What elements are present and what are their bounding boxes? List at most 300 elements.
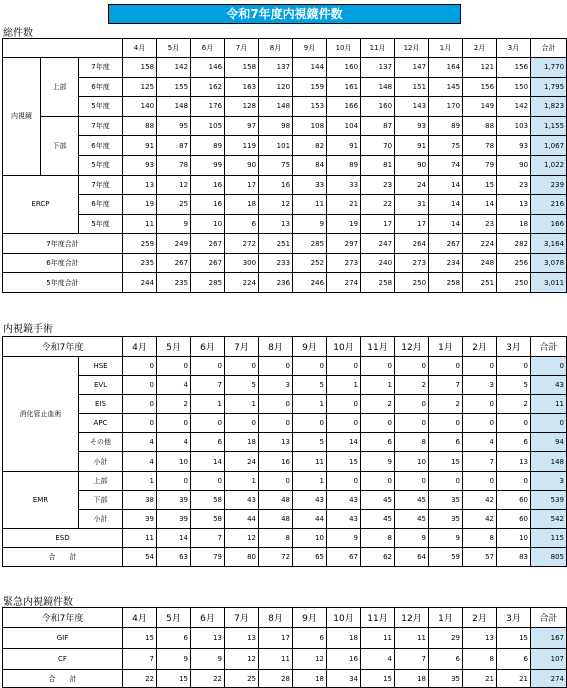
- value-cell: 23: [361, 175, 395, 195]
- total-cell: 11: [531, 395, 567, 414]
- value-cell: 90: [497, 155, 531, 175]
- value-cell: 29: [429, 628, 463, 649]
- value-cell: 57: [463, 547, 497, 566]
- value-cell: 18: [497, 214, 531, 234]
- table-row: [3, 175, 567, 195]
- value-cell: 16: [191, 175, 225, 195]
- value-cell: 5: [293, 433, 327, 452]
- month-header: 8月: [259, 337, 293, 357]
- value-cell: 274: [327, 273, 361, 293]
- month-header: 4月: [123, 337, 157, 357]
- value-cell: 155: [157, 77, 191, 97]
- value-cell: 21: [327, 195, 361, 215]
- value-cell: 9: [191, 649, 225, 670]
- value-cell: 13: [497, 195, 531, 215]
- value-cell: 8: [463, 528, 497, 547]
- value-cell: 21: [463, 670, 497, 688]
- value-cell: 89: [429, 116, 463, 136]
- value-cell: 14: [429, 175, 463, 195]
- value-cell: 147: [395, 58, 429, 78]
- month-header: 3月: [497, 608, 531, 628]
- value-cell: 159: [293, 77, 327, 97]
- total-cell: 107: [531, 649, 567, 670]
- value-cell: 6: [429, 649, 463, 670]
- value-cell: 12: [157, 175, 191, 195]
- value-cell: 125: [123, 77, 157, 97]
- value-cell: 1: [293, 395, 327, 414]
- value-cell: 146: [191, 58, 225, 78]
- value-cell: 70: [361, 136, 395, 156]
- value-cell: 35: [429, 490, 463, 509]
- value-cell: 0: [293, 357, 327, 376]
- value-cell: 151: [395, 77, 429, 97]
- value-cell: 148: [361, 77, 395, 97]
- total-cell: 3: [531, 471, 567, 490]
- value-cell: 0: [361, 357, 395, 376]
- value-cell: 9: [293, 214, 327, 234]
- value-cell: 164: [429, 58, 463, 78]
- value-cell: 2: [361, 395, 395, 414]
- value-cell: 7: [463, 452, 497, 471]
- value-cell: 79: [191, 547, 225, 566]
- value-cell: 0: [225, 414, 259, 433]
- value-cell: 0: [395, 414, 429, 433]
- value-cell: 104: [327, 116, 361, 136]
- month-header: 2月: [463, 39, 497, 58]
- value-cell: 78: [157, 155, 191, 175]
- month-header: 6月: [191, 39, 225, 58]
- value-cell: 21: [497, 670, 531, 688]
- total-cell: 167: [531, 628, 567, 649]
- month-header: 9月: [293, 39, 327, 58]
- value-cell: 0: [259, 471, 293, 490]
- value-cell: 17: [361, 214, 395, 234]
- total-cell: 216: [531, 195, 567, 215]
- group-label: ERCP: [3, 175, 79, 234]
- value-cell: 78: [463, 136, 497, 156]
- value-cell: 0: [327, 414, 361, 433]
- year-label: 7年度: [79, 116, 123, 136]
- total-cell: 94: [531, 433, 567, 452]
- month-header: 7月: [225, 608, 259, 628]
- value-cell: 4: [361, 649, 395, 670]
- value-cell: 0: [123, 376, 157, 395]
- value-cell: 251: [463, 273, 497, 293]
- value-cell: 4: [123, 433, 157, 452]
- value-cell: 87: [157, 136, 191, 156]
- value-cell: 75: [429, 136, 463, 156]
- year-label: 5年度: [79, 214, 123, 234]
- value-cell: 28: [259, 670, 293, 688]
- value-cell: 158: [123, 58, 157, 78]
- value-cell: 12: [259, 195, 293, 215]
- value-cell: 5: [497, 376, 531, 395]
- value-cell: 145: [429, 77, 463, 97]
- value-cell: 23: [497, 175, 531, 195]
- value-cell: 80: [225, 547, 259, 566]
- value-cell: 1: [225, 471, 259, 490]
- table-row: [3, 97, 567, 117]
- value-cell: 15: [463, 175, 497, 195]
- value-cell: 65: [293, 547, 327, 566]
- section-emergency-heading: 緊急内視鏡件数: [3, 597, 73, 608]
- month-header: 5月: [157, 39, 191, 58]
- value-cell: 72: [259, 547, 293, 566]
- month-header: 8月: [259, 39, 293, 58]
- value-cell: 142: [157, 58, 191, 78]
- month-header: 12月: [395, 39, 429, 58]
- value-cell: 13: [497, 452, 531, 471]
- value-cell: 267: [429, 234, 463, 254]
- value-cell: 90: [395, 155, 429, 175]
- value-cell: 91: [123, 136, 157, 156]
- value-cell: 82: [293, 136, 327, 156]
- item-label: GIF: [3, 628, 123, 649]
- page-title: 令和7年度内視鏡件数: [108, 4, 461, 24]
- value-cell: 99: [191, 155, 225, 175]
- section-total-heading: 総件数: [3, 28, 33, 39]
- value-cell: 6: [497, 649, 531, 670]
- group-label: 内視鏡: [3, 58, 41, 176]
- value-cell: 0: [463, 395, 497, 414]
- table-row: [3, 58, 567, 78]
- value-cell: 19: [123, 195, 157, 215]
- table-row: [3, 136, 567, 156]
- year-label: 7年度: [79, 175, 123, 195]
- value-cell: 13: [191, 628, 225, 649]
- value-cell: 93: [497, 136, 531, 156]
- value-cell: 15: [327, 452, 361, 471]
- item-label: 小計: [79, 509, 123, 528]
- value-cell: 88: [463, 116, 497, 136]
- value-cell: 12: [225, 528, 259, 547]
- total-cell: 0: [531, 357, 567, 376]
- value-cell: 143: [395, 97, 429, 117]
- value-cell: 45: [361, 509, 395, 528]
- value-cell: 10: [191, 214, 225, 234]
- value-cell: 81: [361, 155, 395, 175]
- subgroup-label: 上部: [41, 58, 79, 117]
- value-cell: 0: [157, 414, 191, 433]
- value-cell: 273: [395, 253, 429, 273]
- value-cell: 91: [327, 136, 361, 156]
- value-cell: 0: [395, 395, 429, 414]
- surgery-table: [2, 336, 567, 567]
- value-cell: 12: [225, 649, 259, 670]
- value-cell: 11: [293, 452, 327, 471]
- value-cell: 13: [123, 175, 157, 195]
- value-cell: 31: [395, 195, 429, 215]
- section-surgery-heading: 内視鏡手術: [3, 324, 53, 335]
- value-cell: 156: [497, 58, 531, 78]
- total-cell: 166: [531, 214, 567, 234]
- sum-label: 5年度合計: [3, 273, 123, 293]
- total-cell: 1,823: [531, 97, 567, 117]
- month-header: 3月: [497, 337, 531, 357]
- total-cell: 3,011: [531, 273, 567, 293]
- month-header: 1月: [429, 39, 463, 58]
- value-cell: 121: [463, 58, 497, 78]
- value-cell: 285: [191, 273, 225, 293]
- value-cell: 44: [225, 509, 259, 528]
- value-cell: 14: [157, 528, 191, 547]
- value-cell: 18: [225, 195, 259, 215]
- value-cell: 8: [463, 649, 497, 670]
- year-label: 5年度: [79, 97, 123, 117]
- value-cell: 14: [429, 214, 463, 234]
- value-cell: 119: [225, 136, 259, 156]
- month-header: 3月: [497, 39, 531, 58]
- value-cell: 160: [327, 58, 361, 78]
- value-cell: 87: [361, 116, 395, 136]
- value-cell: 0: [361, 414, 395, 433]
- group-label: 消化管止血術: [3, 357, 79, 472]
- value-cell: 0: [191, 414, 225, 433]
- value-cell: 297: [327, 234, 361, 254]
- value-cell: 22: [361, 195, 395, 215]
- value-cell: 250: [497, 273, 531, 293]
- total-cell: 115: [531, 528, 567, 547]
- table-row: [3, 39, 567, 58]
- total-cases-table: [2, 38, 567, 293]
- value-cell: 74: [429, 155, 463, 175]
- value-cell: 0: [259, 414, 293, 433]
- value-cell: 0: [157, 357, 191, 376]
- value-cell: 7: [429, 376, 463, 395]
- total-cell: 1,795: [531, 77, 567, 97]
- value-cell: 267: [191, 253, 225, 273]
- value-cell: 282: [497, 234, 531, 254]
- value-cell: 17: [395, 214, 429, 234]
- value-cell: 0: [123, 395, 157, 414]
- value-cell: 0: [361, 471, 395, 490]
- value-cell: 97: [225, 116, 259, 136]
- value-cell: 5: [293, 376, 327, 395]
- value-cell: 15: [157, 670, 191, 688]
- value-cell: 170: [429, 97, 463, 117]
- sum-label: 7年度合計: [3, 234, 123, 254]
- value-cell: 285: [293, 234, 327, 254]
- table-row: [3, 214, 567, 234]
- value-cell: 247: [361, 234, 395, 254]
- table-row: [3, 608, 567, 628]
- value-cell: 156: [463, 77, 497, 97]
- value-cell: 48: [259, 490, 293, 509]
- month-header: 6月: [191, 608, 225, 628]
- month-header: 2月: [463, 337, 497, 357]
- value-cell: 249: [157, 234, 191, 254]
- value-cell: 7: [191, 528, 225, 547]
- value-cell: 234: [429, 253, 463, 273]
- year-label: 7年度: [79, 58, 123, 78]
- value-cell: 60: [497, 509, 531, 528]
- value-cell: 2: [395, 376, 429, 395]
- value-cell: 16: [259, 452, 293, 471]
- value-cell: 33: [327, 175, 361, 195]
- value-cell: 161: [327, 77, 361, 97]
- value-cell: 59: [429, 547, 463, 566]
- value-cell: 248: [463, 253, 497, 273]
- value-cell: 12: [293, 649, 327, 670]
- value-cell: 62: [361, 547, 395, 566]
- value-cell: 24: [225, 452, 259, 471]
- item-label: APC: [79, 414, 123, 433]
- value-cell: 0: [395, 471, 429, 490]
- value-cell: 233: [259, 253, 293, 273]
- value-cell: 16: [191, 195, 225, 215]
- item-label: 小計: [79, 452, 123, 471]
- value-cell: 9: [395, 528, 429, 547]
- value-cell: 13: [259, 214, 293, 234]
- month-header: 10月: [327, 337, 361, 357]
- value-cell: 4: [157, 433, 191, 452]
- value-cell: 58: [191, 490, 225, 509]
- value-cell: 33: [293, 175, 327, 195]
- value-cell: 54: [123, 547, 157, 566]
- value-cell: 35: [429, 509, 463, 528]
- total-cell: 3,164: [531, 234, 567, 254]
- value-cell: 19: [327, 214, 361, 234]
- total-cell: 1,067: [531, 136, 567, 156]
- value-cell: 6: [225, 214, 259, 234]
- year-label: 5年度: [79, 155, 123, 175]
- table-row: [3, 357, 567, 376]
- value-cell: 160: [361, 97, 395, 117]
- value-cell: 14: [327, 433, 361, 452]
- value-cell: 43: [327, 509, 361, 528]
- value-cell: 3: [259, 376, 293, 395]
- value-cell: 176: [191, 97, 225, 117]
- value-cell: 18: [293, 670, 327, 688]
- value-cell: 0: [191, 357, 225, 376]
- value-cell: 7: [191, 376, 225, 395]
- value-cell: 15: [361, 670, 395, 688]
- month-header: 4月: [123, 608, 157, 628]
- value-cell: 258: [429, 273, 463, 293]
- value-cell: 6: [497, 433, 531, 452]
- month-header: 4月: [123, 39, 157, 58]
- value-cell: 6: [293, 628, 327, 649]
- table-row: [3, 155, 567, 175]
- table-row: [3, 234, 567, 254]
- esd-label: ESD: [3, 528, 123, 547]
- value-cell: 300: [225, 253, 259, 273]
- month-header: 7月: [225, 337, 259, 357]
- value-cell: 11: [259, 649, 293, 670]
- month-header: 6月: [191, 337, 225, 357]
- value-cell: 10: [293, 528, 327, 547]
- table-row: [3, 528, 567, 547]
- value-cell: 34: [327, 670, 361, 688]
- value-cell: 93: [123, 155, 157, 175]
- item-label: その他: [79, 433, 123, 452]
- value-cell: 7: [395, 649, 429, 670]
- value-cell: 1: [191, 395, 225, 414]
- value-cell: 137: [361, 58, 395, 78]
- value-cell: 244: [123, 273, 157, 293]
- value-cell: 128: [225, 97, 259, 117]
- table-row: [3, 547, 567, 566]
- value-cell: 0: [429, 357, 463, 376]
- value-cell: 256: [497, 253, 531, 273]
- value-cell: 13: [225, 628, 259, 649]
- value-cell: 120: [259, 77, 293, 97]
- value-cell: 6: [191, 433, 225, 452]
- value-cell: 7: [123, 649, 157, 670]
- value-cell: 15: [123, 628, 157, 649]
- month-header: 11月: [361, 608, 395, 628]
- value-cell: 11: [123, 528, 157, 547]
- total-header: 合計: [531, 337, 567, 357]
- sum-label: 合 計: [3, 547, 123, 566]
- item-label: EVL: [79, 376, 123, 395]
- value-cell: 149: [463, 97, 497, 117]
- month-header: 9月: [293, 337, 327, 357]
- month-header: 10月: [327, 39, 361, 58]
- value-cell: 18: [327, 628, 361, 649]
- value-cell: 1: [225, 395, 259, 414]
- value-cell: 43: [293, 490, 327, 509]
- month-header: 5月: [157, 608, 191, 628]
- value-cell: 3: [463, 376, 497, 395]
- value-cell: 75: [259, 155, 293, 175]
- value-cell: 0: [157, 471, 191, 490]
- item-label: 下部: [79, 490, 123, 509]
- value-cell: 45: [395, 509, 429, 528]
- value-cell: 14: [191, 452, 225, 471]
- value-cell: 11: [123, 214, 157, 234]
- value-cell: 267: [191, 234, 225, 254]
- value-cell: 258: [361, 273, 395, 293]
- month-header: 7月: [225, 39, 259, 58]
- table-row: [3, 670, 567, 688]
- value-cell: 13: [259, 433, 293, 452]
- value-cell: 15: [429, 452, 463, 471]
- value-cell: 0: [259, 357, 293, 376]
- year-header: 令和7年度: [3, 337, 123, 357]
- value-cell: 11: [395, 628, 429, 649]
- value-cell: 9: [361, 452, 395, 471]
- month-header: 12月: [395, 337, 429, 357]
- value-cell: 108: [293, 116, 327, 136]
- item-label: 上部: [79, 471, 123, 490]
- value-cell: 18: [225, 433, 259, 452]
- value-cell: 1: [293, 471, 327, 490]
- value-cell: 6: [157, 628, 191, 649]
- value-cell: 98: [259, 116, 293, 136]
- value-cell: 2: [429, 395, 463, 414]
- value-cell: 0: [463, 357, 497, 376]
- value-cell: 0: [497, 357, 531, 376]
- value-cell: 246: [293, 273, 327, 293]
- value-cell: 14: [429, 195, 463, 215]
- table-row: [3, 452, 567, 471]
- emergency-table: [2, 607, 567, 688]
- value-cell: 235: [157, 273, 191, 293]
- value-cell: 0: [395, 357, 429, 376]
- sum-label: 合 計: [3, 670, 123, 688]
- value-cell: 17: [259, 628, 293, 649]
- total-cell: 1,770: [531, 58, 567, 78]
- value-cell: 1: [123, 471, 157, 490]
- value-cell: 144: [293, 58, 327, 78]
- value-cell: 250: [395, 273, 429, 293]
- value-cell: 35: [429, 670, 463, 688]
- value-cell: 15: [497, 628, 531, 649]
- value-cell: 4: [463, 433, 497, 452]
- value-cell: 252: [293, 253, 327, 273]
- value-cell: 0: [429, 414, 463, 433]
